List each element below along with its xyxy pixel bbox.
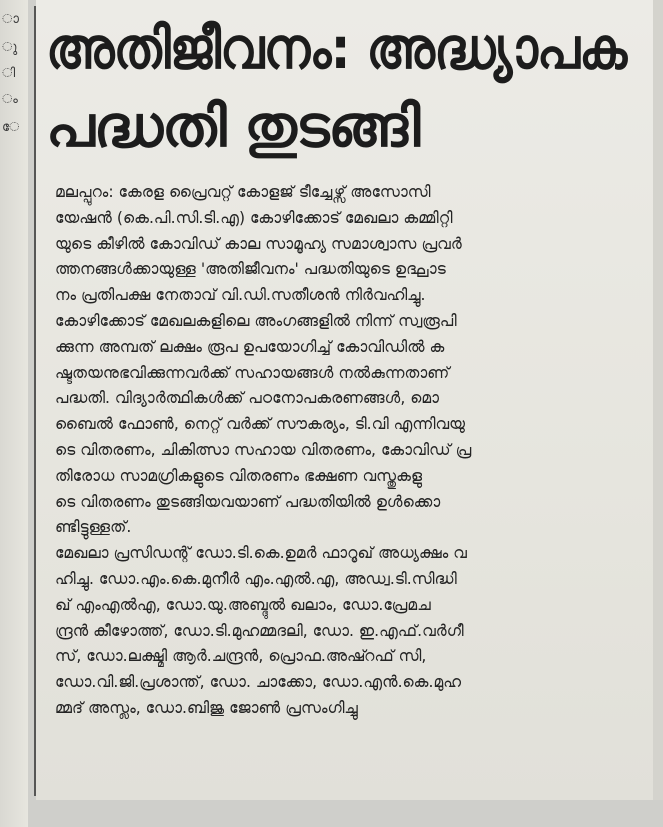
text-line: ണ്ടിട്ടുള്ളത്. [55,518,132,537]
text-line: സ്, ഡോ.ലക്ഷ്മി ആർ.ചന്ദ്രൻ, പ്രൊഫ.അഷ്റഫ് സി, [55,647,427,666]
text-line: മലപ്പുറം: കേരള പ്രൈവറ്റ് കോളജ് ടീച്ചേഴ്സ് അസോസി [55,183,431,201]
text-line: ത്തനങ്ങൾക്കായുള്ള 'അതിജീവനം' പദ്ധതിയുടെ ഉദ്ഘാട [55,260,446,279]
margin-mark: േ [2,120,20,135]
headline [46,10,626,166]
margin-mark: ു [2,40,18,55]
page-edge [653,0,663,827]
margin-mark: ം [2,92,18,107]
text-line: ടെ വിതരണം, ചികിത്സാ സഹായ വിതരണം, കോവിഡ് പ്ര [55,440,472,459]
headline-line-1: അതിജീവനം: അദ്ധ്യാപക [46,16,627,82]
margin-mark: ി [2,66,16,81]
text-line: ടെ വിതരണം തുടങ്ങിയവയാണ് പദ്ധതിയിൽ ഉൾക്കൊ [55,492,441,511]
margin-mark: ാ [2,12,19,27]
text-line: ഡോ.വി.ജി.പ്രശാന്ത്, ഡോ. ചാക്കോ, ഡോ.എൻ.കെ.മുഹ [55,673,462,692]
paragraph-2 [55,309,633,541]
text-line: യേഷൻ (കെ.പി.സി.ടി.എ) കോഴിക്കോട് മേഖലാ കമ്മിറ്റി [55,208,453,227]
text-line: യുടെ കീഴിൽ കോവിഡ് കാല സാമൂഹ്യ സമാശ്വാസ പ്രവർ [55,234,462,253]
text-line: ക്കുന്ന അമ്പത് ലക്ഷം രൂപ ഉപയോഗിച്ച് കോവിഡിൽ ക [55,337,445,356]
text-line: ഷ്ടതയനുഭവിക്കുന്നവർക്ക് സഹായങ്ങൾ നൽകുന്നതാണ് [55,363,450,382]
adjacent-column-strip [0,0,28,827]
text-line: കോഴിക്കോട് മേഖലകളിലെ അംഗങ്ങളിൽ നിന്ന് സ്വരൂപി [55,311,457,330]
text-line: ഖ് എംഎൽഎ, ഡോ.യു.അബ്ദുൽ ഖലാം, ഡോ.പ്രേമച [55,595,431,614]
text-line: പദ്ധതി. വിദ്യാർത്ഥികൾക്ക് പഠനോപകരണങ്ങൾ, മൊ [55,389,440,408]
paragraph-3 [55,541,633,722]
article-body [55,180,633,722]
text-line: നം പ്രതിപക്ഷ നേതാവ് വി.ഡി.സതീശൻ നിർവഹിച്ചു. [55,286,426,305]
text-line: മ്മദ് അസ്ലം, ഡോ.ബിജു ജോൺ പ്രസംഗിച്ചു [55,698,358,717]
text-line: ന്ദ്രൻ കീഴോത്ത്, ഡോ.ടി.മുഹമ്മദലി, ഡോ. ഇ.എഫ്.വർഗീ [55,621,464,640]
bottom-margin [36,800,663,827]
paragraph-1 [55,180,633,309]
text-line: തിരോധ സാമഗ്രികളുടെ വിതരണം ഭക്ഷണ വസ്തുകളു [55,466,423,485]
text-line: ഹിച്ചു. ഡോ.എം.കെ.മുനീർ എം.എൽ.എ, അഡ്വ.ടി.സിദ്ധി [55,569,457,588]
text-line: ബൈൽ ഫോൺ, നെറ്റ് വർക്ക് സൗകര്യം, ടി.വി എന്നിവയു [55,415,466,434]
headline-line-2: പദ്ധതി തുടങ്ങി [46,94,420,160]
text-line: മേഖലാ പ്രസിഡന്റ് ഡോ.ടി.കെ.ഉമർ ഫാറൂഖ് അധ്യക്ഷം വ [55,544,467,563]
